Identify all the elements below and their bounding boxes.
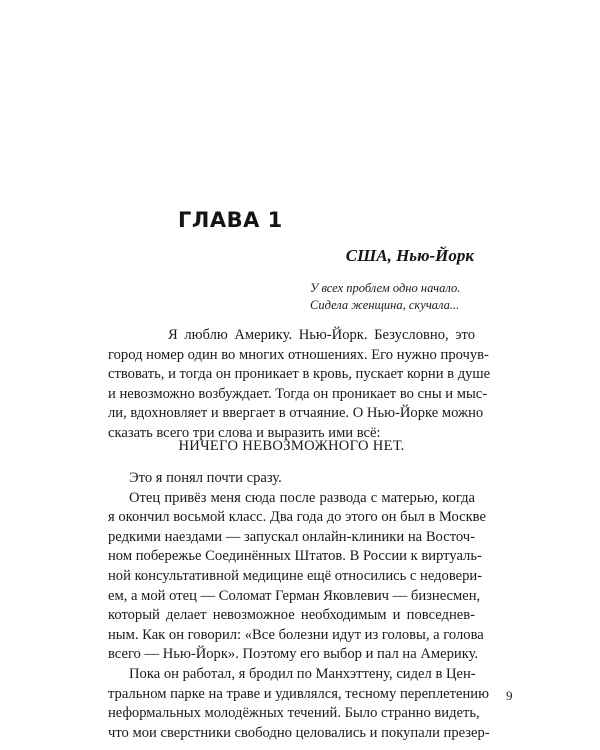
text-line: Пока он работал, я бродил по Манхэттену, сидел в Цен-	[129, 665, 476, 682]
paragraph-intro	[108, 326, 491, 444]
text-line: неформальных молодёжных течений. Было странно видеть,	[108, 705, 480, 722]
text-line: ли, вдохновляет и ввергает в отчаяние. О Нью-Йорке можно	[108, 405, 484, 422]
text-line: тральном парке на траве и удивлялся, тесному переплетению	[108, 685, 489, 702]
text-line: редкими наездами — запускал онлайн-клиники на Восточ-	[108, 528, 475, 545]
epigraph	[310, 280, 460, 314]
epigraph-line: Сидела женщина, скучала...	[310, 298, 460, 312]
text-line: город номер один во многих отношениях. Его нужно прочув-	[108, 346, 489, 363]
text-line: Это я понял почти сразу.	[129, 470, 282, 486]
text-line: и невозможно возбуждает. Тогда он проникает во сны и мыс-	[108, 385, 488, 402]
chapter-title: ГЛАВА 1	[178, 208, 283, 232]
text-line: сказать всего три слова и выразить ими всё:	[108, 424, 381, 441]
page-number: 9	[506, 688, 513, 703]
epigraph-line: У всех проблем одно начало.	[310, 281, 461, 295]
text-line: что мои сверстники свободно целовались и покупали презер-	[108, 724, 490, 741]
text-line: ным. Как он говорил: «Все болезни идут из головы, а голова	[108, 626, 484, 643]
text-line: Отец привёз меня сюда после развода с матерью, когда	[129, 489, 475, 506]
chapter-subtitle: США, Нью-Йорк	[345, 246, 474, 265]
text-line: я окончил восьмой класс. Два года до этого он был в Москве	[108, 509, 486, 526]
text-line: ствовать, и тогда он проникает в кровь, пускает корни в душе	[108, 366, 491, 383]
text-line: всего — Нью-Йорк». Поэтому его выбор и пал на Америку.	[108, 646, 479, 663]
text-line: который делает невозможное необходимым и повседнев-	[108, 607, 475, 624]
paragraph-story	[108, 469, 490, 743]
text-line: Я люблю Америку. Нью-Йорк. Безусловно, это	[168, 327, 475, 343]
text-line: ной консультативной медицине ещё относились с недовери-	[108, 567, 483, 584]
text-line: ном побережье Соединённых Штатов. В России к виртуаль-	[108, 548, 482, 565]
text-line: ем, а мой отец — Соломат Герман Яковлевич — бизнесмен,	[108, 587, 481, 604]
centered-statement: НИЧЕГО НЕВОЗМОЖНОГО НЕТ.	[178, 438, 405, 454]
